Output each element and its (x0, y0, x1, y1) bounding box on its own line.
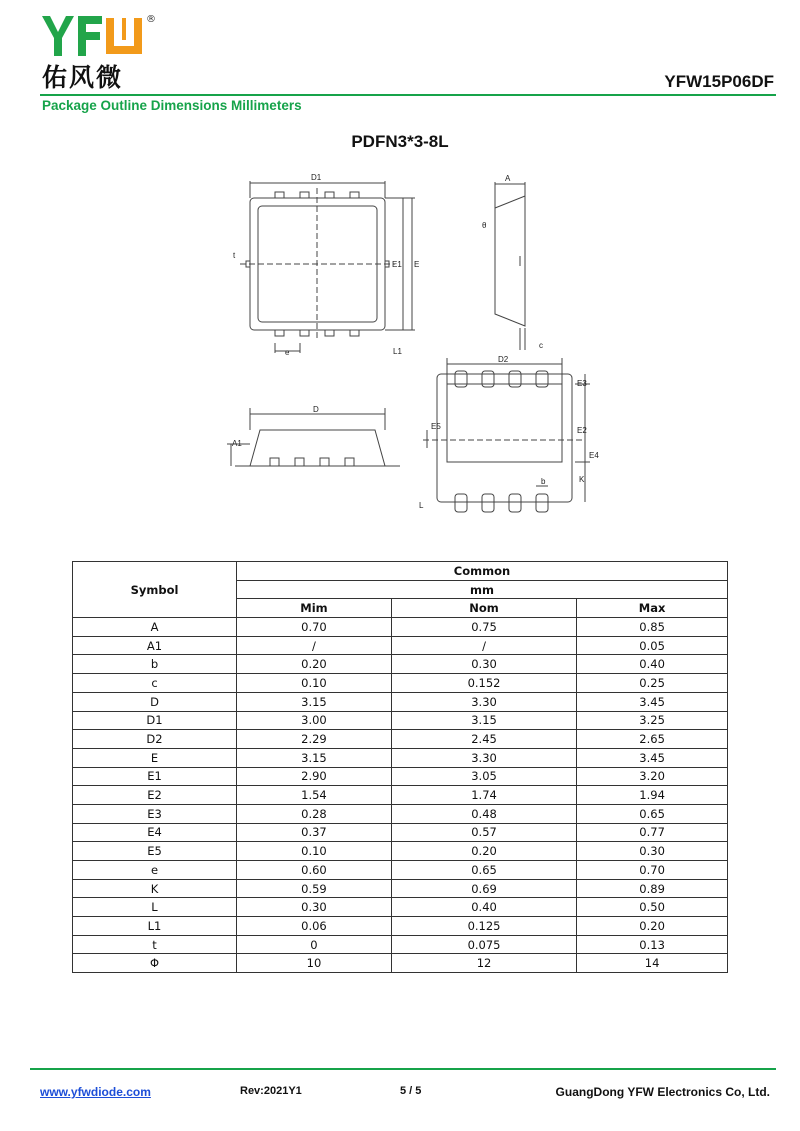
label-b: b (541, 477, 546, 486)
dimensions-table (72, 561, 728, 973)
header-min: Mim (237, 599, 392, 618)
table-row (73, 879, 728, 898)
label-D2: D2 (498, 355, 509, 364)
dimensions-table-body (73, 618, 728, 973)
max-cell: 0.70 (577, 861, 728, 880)
table-row (73, 804, 728, 823)
nom-cell: 0.65 (391, 861, 576, 880)
symbol-cell: L (73, 898, 237, 917)
label-E3: E3 (577, 379, 587, 388)
symbol-cell: A1 (73, 636, 237, 655)
max-cell: 0.89 (577, 879, 728, 898)
nom-cell: 3.30 (391, 748, 576, 767)
nom-cell: 1.74 (391, 786, 576, 805)
symbol-cell: c (73, 674, 237, 693)
package-outline-drawing (215, 168, 615, 533)
min-cell: 0.06 (237, 917, 392, 936)
nom-cell: 0.152 (391, 674, 576, 693)
symbol-cell: E5 (73, 842, 237, 861)
label-t: t (233, 251, 236, 260)
max-cell: 14 (577, 954, 728, 973)
symbol-cell: t (73, 935, 237, 954)
max-cell: 3.45 (577, 692, 728, 711)
symbol-cell: E4 (73, 823, 237, 842)
symbol-cell: D2 (73, 730, 237, 749)
label-E: E (414, 260, 420, 269)
header-nom: Nom (391, 599, 576, 618)
max-cell: 3.25 (577, 711, 728, 730)
table-row (73, 823, 728, 842)
label-e: e (285, 348, 290, 357)
symbol-cell: E2 (73, 786, 237, 805)
table-row (73, 954, 728, 973)
nom-cell: 12 (391, 954, 576, 973)
max-cell: 0.77 (577, 823, 728, 842)
table-row (73, 786, 728, 805)
nom-cell: 0.40 (391, 898, 576, 917)
revision: Rev:2021Y1 (240, 1085, 302, 1097)
min-cell: 10 (237, 954, 392, 973)
max-cell: 0.50 (577, 898, 728, 917)
table-row (73, 767, 728, 786)
max-cell: 0.25 (577, 674, 728, 693)
bottom-view-pins-bottom (455, 494, 548, 512)
company-name: GuangDong YFW Electronics Co, Ltd. (555, 1085, 770, 1099)
part-number: YFW15P06DF (664, 72, 774, 91)
max-cell: 0.65 (577, 804, 728, 823)
max-cell: 1.94 (577, 786, 728, 805)
logo-mark (40, 12, 170, 60)
max-cell: 0.13 (577, 935, 728, 954)
nom-cell: 0.075 (391, 935, 576, 954)
symbol-cell: E (73, 748, 237, 767)
min-cell: 0.10 (237, 674, 392, 693)
nom-cell: 0.30 (391, 655, 576, 674)
min-cell: 0.70 (237, 618, 392, 637)
package-title: PDFN3*3-8L (351, 132, 449, 151)
table-row (73, 636, 728, 655)
table-row (73, 655, 728, 674)
nom-cell: 0.48 (391, 804, 576, 823)
min-cell: 3.00 (237, 711, 392, 730)
nom-cell: 0.75 (391, 618, 576, 637)
symbol-cell: L1 (73, 917, 237, 936)
symbol-cell: K (73, 879, 237, 898)
nom-cell: 0.57 (391, 823, 576, 842)
table-row (73, 748, 728, 767)
table-row (73, 692, 728, 711)
bottom-view-pad (447, 384, 562, 462)
min-cell: 3.15 (237, 748, 392, 767)
max-cell: 0.20 (577, 917, 728, 936)
label-theta: θ (482, 221, 487, 230)
symbol-cell: D1 (73, 711, 237, 730)
nom-cell: 3.05 (391, 767, 576, 786)
max-cell: 2.65 (577, 730, 728, 749)
label-L: L (419, 501, 424, 510)
header-divider (40, 94, 776, 96)
label-E2: E2 (577, 426, 587, 435)
min-cell: 0 (237, 935, 392, 954)
header-symbol: Symbol (73, 562, 237, 618)
nom-cell: 3.30 (391, 692, 576, 711)
table-row (73, 711, 728, 730)
header-common: Common (237, 562, 728, 581)
table-row (73, 917, 728, 936)
table-row (73, 618, 728, 637)
table-row (73, 674, 728, 693)
table-row (73, 842, 728, 861)
label-A1: A1 (232, 439, 242, 448)
symbol-cell: E1 (73, 767, 237, 786)
website-link[interactable]: www.yfwdiode.com (40, 1085, 151, 1099)
symbol-cell: D (73, 692, 237, 711)
min-cell: 3.15 (237, 692, 392, 711)
logo-chinese-name: 佑风微 (42, 63, 124, 92)
table-row (73, 861, 728, 880)
label-K: K (579, 475, 585, 484)
label-c: c (539, 341, 543, 350)
table-row (73, 730, 728, 749)
max-cell: 0.85 (577, 618, 728, 637)
label-E4: E4 (589, 451, 599, 460)
table-row (73, 935, 728, 954)
nom-cell: 0.125 (391, 917, 576, 936)
max-cell: 0.05 (577, 636, 728, 655)
symbol-cell: e (73, 861, 237, 880)
min-cell: 0.28 (237, 804, 392, 823)
header-unit: mm (237, 580, 728, 599)
bottom-view-pins-top (455, 371, 548, 387)
max-cell: 3.45 (577, 748, 728, 767)
min-cell: 1.54 (237, 786, 392, 805)
table-row (73, 898, 728, 917)
footer-divider (30, 1068, 776, 1070)
symbol-cell: E3 (73, 804, 237, 823)
bottom-view-body (437, 374, 572, 502)
symbol-cell: Φ (73, 954, 237, 973)
header-max: Max (577, 599, 728, 618)
nom-cell: 3.15 (391, 711, 576, 730)
label-E1: E1 (392, 260, 402, 269)
label-A: A (505, 174, 511, 183)
symbol-cell: b (73, 655, 237, 674)
min-cell: 2.29 (237, 730, 392, 749)
min-cell: 2.90 (237, 767, 392, 786)
symbol-cell: A (73, 618, 237, 637)
registered-mark: ® (146, 14, 156, 25)
max-cell: 0.40 (577, 655, 728, 674)
min-cell: 0.59 (237, 879, 392, 898)
label-L1: L1 (393, 347, 402, 356)
page-number: 5 / 5 (400, 1085, 422, 1097)
min-cell: 0.37 (237, 823, 392, 842)
min-cell: 0.10 (237, 842, 392, 861)
label-D: D (313, 405, 319, 414)
page-subtitle: Package Outline Dimensions Millimeters (42, 98, 302, 113)
min-cell: 0.20 (237, 655, 392, 674)
max-cell: 0.30 (577, 842, 728, 861)
nom-cell: 0.69 (391, 879, 576, 898)
min-cell: 0.30 (237, 898, 392, 917)
min-cell: / (237, 636, 392, 655)
min-cell: 0.60 (237, 861, 392, 880)
label-E5: E5 (431, 422, 441, 431)
max-cell: 3.20 (577, 767, 728, 786)
nom-cell: / (391, 636, 576, 655)
nom-cell: 0.20 (391, 842, 576, 861)
label-D1: D1 (311, 173, 322, 182)
nom-cell: 2.45 (391, 730, 576, 749)
